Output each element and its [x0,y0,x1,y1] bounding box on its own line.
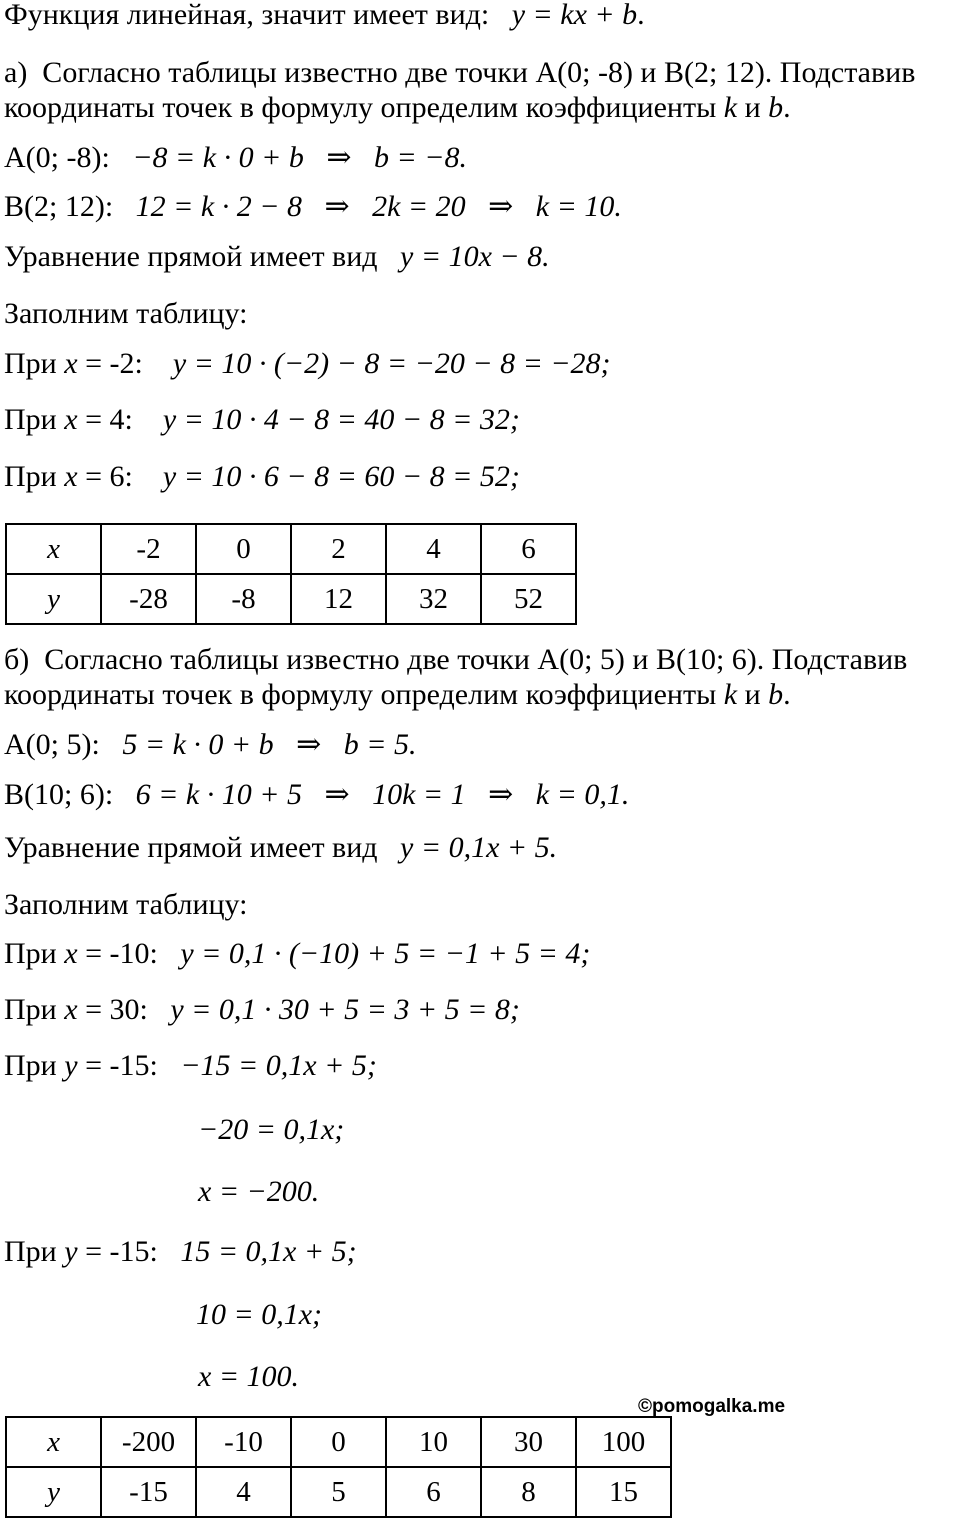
b-calc-2 [4,993,520,1027]
a-paragraph-line1: а) Согласно таблицы известно две точки A(0; -8) и B(2; 12). Подставив [4,56,916,89]
b-paragraph-line1: б) Согласно таблицы известно две точки A(0; 5) и B(10; 6). Подставив [4,643,908,676]
a-point-a-line [4,141,467,175]
a-fill-table: Заполним таблицу: [4,297,248,330]
a-calc-3 [4,460,520,494]
b-equation: y = 0,1x + 5. [400,831,558,864]
a-point-b-line [4,190,622,224]
a-point-b-label: B(2; 12): [4,190,114,223]
a-table-cell: 52 [481,574,576,624]
b-table-cell: -15 [101,1467,196,1517]
a-b-var: b [768,91,784,124]
b-table-cell: 8 [481,1467,576,1517]
b-equation-line [4,831,557,865]
a-table-cell: -28 [101,574,196,624]
b-values-table [5,1416,672,1518]
a-equation-label: Уравнение прямой имеет вид [4,240,378,273]
a-p2-text: координаты точек в формулу определим коэффициенты [4,91,724,124]
b-b-var: b [768,678,784,711]
a-values-table [5,523,577,625]
a-table-cell: -8 [196,574,291,624]
b-c2-label: При [4,993,65,1026]
b-equation-label: Уравнение прямой имеет вид [4,831,378,864]
a-table-cell: 6 [481,524,576,574]
b-c4-val: = -15: [77,1235,158,1268]
b-point-b-label: B(10; 6): [4,778,114,811]
a-c3-eq: y = 10 · 6 − 8 = 60 − 8 = 52; [162,460,520,493]
a-c2-val: = 4: [77,403,133,436]
a-equation-line [4,240,550,274]
b-point-b-eq: 6 = k · 10 + 5 ⇒ 10k = 1 ⇒ k = 0,1. [135,778,630,811]
a-c1-val: = -2: [77,347,143,380]
a-c3-val: = 6: [77,460,133,493]
b-c3-val: = -15: [77,1049,158,1082]
a-c3-label: При [4,460,65,493]
b-calc-4 [4,1235,357,1269]
a-c1-eq: y = 10 · (−2) − 8 = −20 − 8 = −28; [172,347,611,380]
b-c4-label: При [4,1235,65,1268]
b-table-cell: 6 [386,1467,481,1517]
a-table-header-y: y [6,574,101,624]
b-and: и [737,678,769,711]
b-calc-4-step2: 10 = 0,1x; [196,1298,323,1331]
intro-formula: y = kx + b [511,0,638,31]
b-point-a-line [4,728,417,762]
a-point-a-label: A(0; -8): [4,141,110,174]
a-table-cell: -2 [101,524,196,574]
b-table-cell: 4 [196,1467,291,1517]
b-table-cell: 10 [386,1417,481,1467]
a-c2-label: При [4,403,65,436]
a-c2-eq: y = 10 · 4 − 8 = 40 − 8 = 32; [162,403,520,436]
b-dot: . [783,678,791,711]
a-and: и [737,91,769,124]
b-table-cell: -200 [101,1417,196,1467]
a-table-cell: 12 [291,574,386,624]
a-equation: y = 10x − 8. [400,240,550,273]
b-calc-3 [4,1049,377,1083]
b-table-row-x [6,1417,671,1467]
b-c3-var: y [64,1049,78,1082]
b-table-row-y [6,1467,671,1517]
b-c1-var: x [64,937,78,970]
b-c1-val: = -10: [77,937,158,970]
b-c2-eq: y = 0,1 · 30 + 5 = 3 + 5 = 8; [170,993,520,1026]
b-point-a-eq: 5 = k · 0 + b ⇒ b = 5. [122,728,417,761]
a-c1-var: x [64,347,78,380]
a-point-a-eq: −8 = k · 0 + b ⇒ b = −8. [132,141,467,174]
b-c1-label: При [4,937,65,970]
a-table-header-x: x [6,524,101,574]
intro-end: . [637,0,645,31]
b-calc-4-step3: x = 100. [198,1360,300,1393]
b-calc-3-step2: −20 = 0,1x; [198,1113,345,1146]
b-p2-text: координаты точек в формулу определим коэффициенты [4,678,724,711]
b-c4-eq: 15 = 0,1x + 5; [180,1235,357,1268]
b-table-header-x: x [6,1417,101,1467]
b-c4-var: y [64,1235,78,1268]
b-table-cell: 100 [576,1417,671,1467]
a-table-row-x [6,524,576,574]
intro-text: Функция линейная, значит имеет вид: [4,0,490,31]
b-point-b-line [4,778,629,812]
b-table-cell: 5 [291,1467,386,1517]
a-k-var: k [723,91,738,124]
b-table-cell: 15 [576,1467,671,1517]
b-fill-table: Заполним таблицу: [4,888,248,921]
a-table-cell: 2 [291,524,386,574]
a-calc-2 [4,403,520,437]
watermark: ©pomogalka.me [638,1396,786,1417]
a-dot: . [783,91,791,124]
intro-line [4,0,645,32]
b-c3-eq: −15 = 0,1x + 5; [180,1049,377,1082]
b-c2-val: = 30: [77,993,148,1026]
a-calc-1 [4,347,611,381]
a-c3-var: x [64,460,78,493]
b-calc-1 [4,937,590,971]
b-table-cell: 0 [291,1417,386,1467]
b-c2-var: x [64,993,78,1026]
b-k-var: k [723,678,738,711]
a-table-row-y [6,574,576,624]
b-point-a-label: A(0; 5): [4,728,100,761]
b-table-cell: 30 [481,1417,576,1467]
a-table-cell: 32 [386,574,481,624]
a-c2-var: x [64,403,78,436]
a-c1-label: При [4,347,65,380]
b-table-header-y: y [6,1467,101,1517]
b-paragraph-line2 [4,678,791,712]
a-point-b-eq: 12 = k · 2 − 8 ⇒ 2k = 20 ⇒ k = 10. [135,190,622,223]
b-table-cell: -10 [196,1417,291,1467]
a-table-cell: 0 [196,524,291,574]
b-c3-label: При [4,1049,65,1082]
a-table-cell: 4 [386,524,481,574]
b-c1-eq: y = 0,1 · (−10) + 5 = −1 + 5 = 4; [180,937,591,970]
a-paragraph-line2 [4,91,791,125]
b-calc-3-step3: x = −200. [198,1175,320,1208]
